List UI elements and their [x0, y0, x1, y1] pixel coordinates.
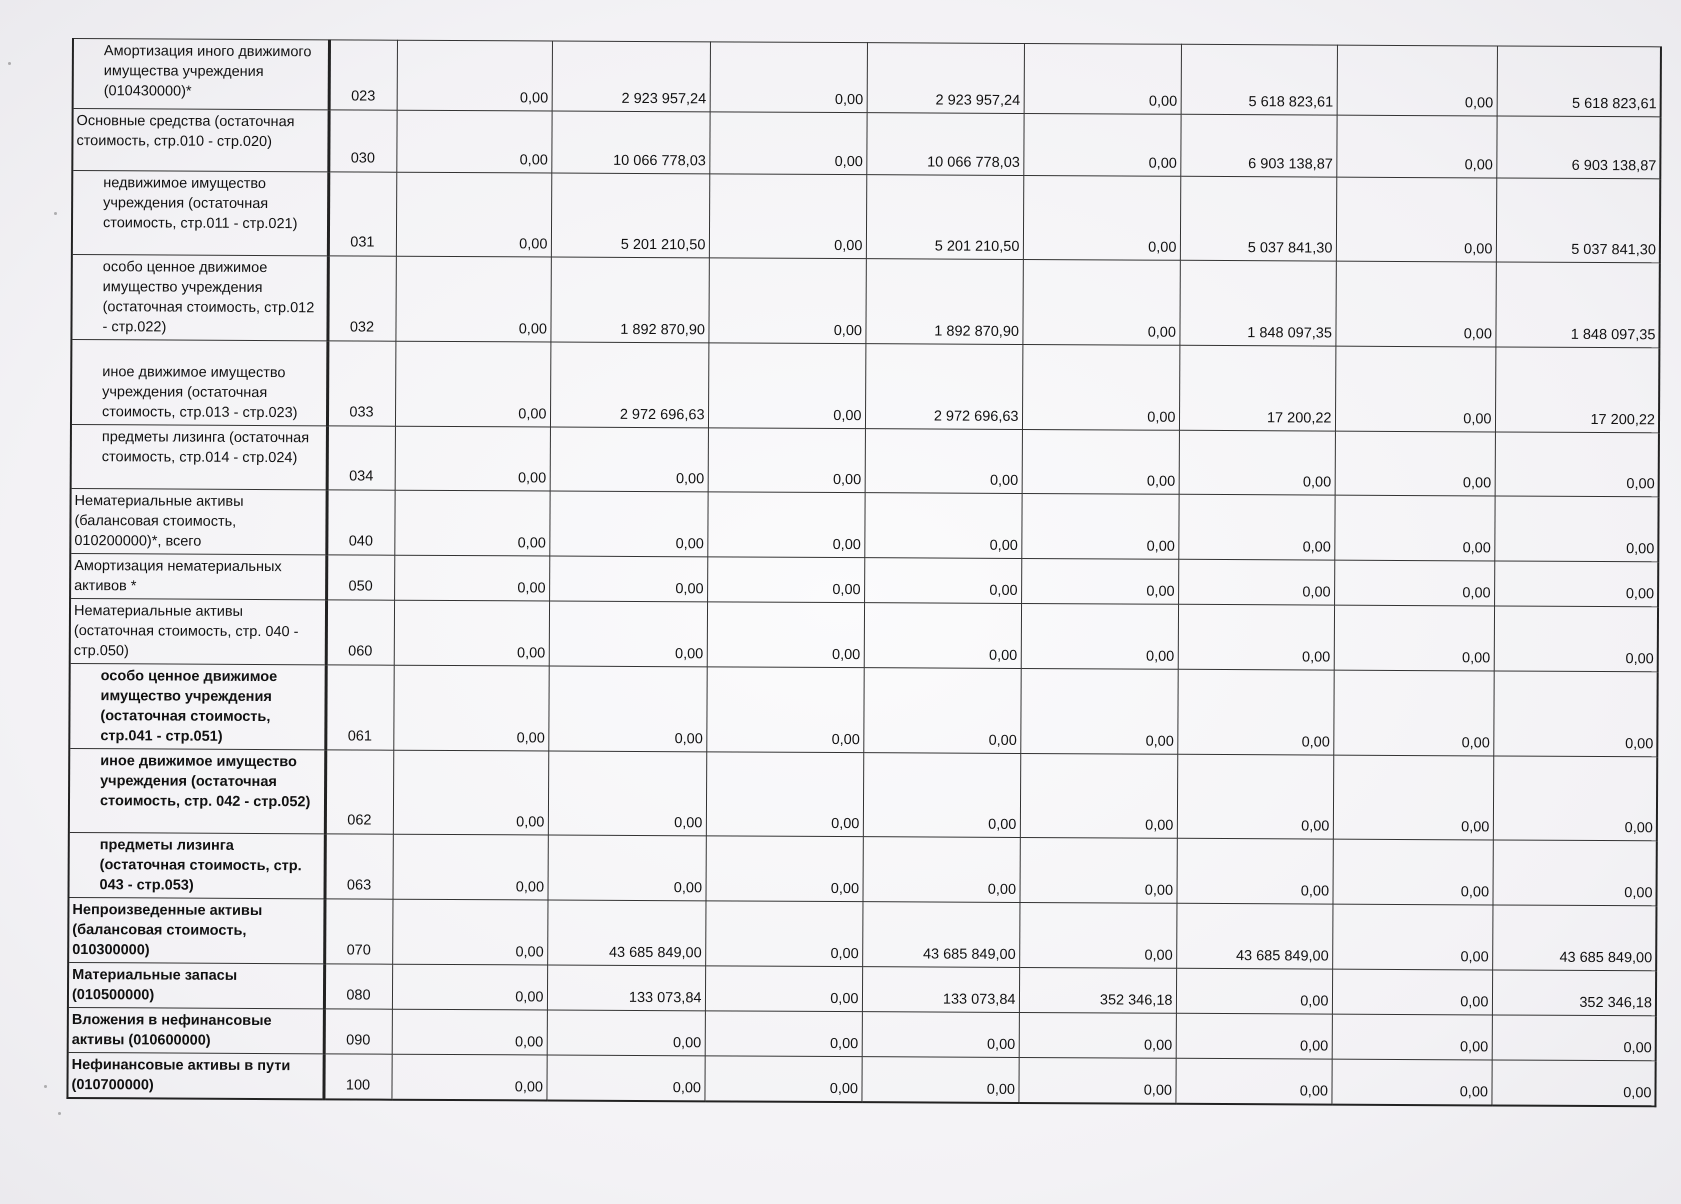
row-code: 070	[324, 899, 392, 964]
table-row	[72, 109, 1660, 179]
scan-speck	[58, 1112, 61, 1115]
value-cell: 0,00	[1022, 429, 1179, 494]
value-cell: 0,00	[392, 1009, 547, 1055]
value-cell: 0,00	[1491, 1060, 1655, 1106]
value-cell: 0,00	[1493, 671, 1657, 757]
value-cell: 43 685 849,00	[1492, 905, 1656, 971]
value-cell: 0,00	[1175, 1058, 1331, 1104]
value-cell: 0,00	[393, 750, 548, 835]
row-label: недвижимое имущество учреждения (остаточная стоимость, стр.011 - стр.021)	[72, 171, 328, 256]
value-cell: 17 200,22	[1179, 345, 1335, 431]
value-cell: 2 972 696,63	[865, 344, 1022, 430]
value-cell: 0,00	[1336, 115, 1496, 178]
value-cell: 0,00	[1492, 840, 1656, 906]
value-cell: 0,00	[1334, 605, 1494, 671]
value-cell: 0,00	[1333, 755, 1493, 840]
value-cell: 0,00	[705, 966, 862, 1012]
value-cell: 0,00	[1493, 756, 1657, 841]
row-code: 030	[328, 110, 396, 172]
value-cell: 0,00	[706, 667, 863, 753]
value-cell: 5 618 823,61	[1181, 44, 1337, 115]
value-cell: 5 037 841,30	[1180, 176, 1336, 261]
value-cell: 0,00	[549, 556, 707, 602]
value-cell: 0,00	[1332, 1014, 1492, 1060]
value-cell: 6 903 138,87	[1180, 114, 1336, 177]
value-cell: 1 892 870,90	[550, 257, 708, 343]
value-cell: 0,00	[707, 602, 864, 668]
row-code: 061	[325, 665, 393, 750]
value-cell: 0,00	[548, 751, 706, 836]
value-cell: 0,00	[1021, 558, 1178, 604]
row-code: 080	[324, 964, 392, 1009]
value-cell: 0,00	[393, 665, 548, 751]
value-cell: 0,00	[1020, 668, 1177, 754]
value-cell: 1 892 870,90	[865, 259, 1022, 345]
value-cell: 0,00	[1337, 45, 1497, 116]
value-cell: 5 201 210,50	[866, 175, 1023, 260]
value-cell: 0,00	[1020, 753, 1177, 838]
value-cell: 43 685 849,00	[547, 900, 705, 966]
value-cell: 0,00	[1335, 346, 1495, 432]
value-cell: 10 066 778,03	[866, 113, 1023, 176]
value-cell: 0,00	[391, 1054, 546, 1100]
value-cell: 0,00	[549, 491, 707, 557]
value-cell: 0,00	[1022, 259, 1179, 345]
row-code: 062	[325, 750, 393, 834]
value-cell: 0,00	[1024, 43, 1181, 114]
value-cell: 5 201 210,50	[551, 173, 709, 258]
value-cell: 0,00	[547, 835, 705, 901]
row-code: 023	[329, 40, 397, 110]
row-label: иное движимое имущество учреждения (остаточная стоимость, стр. 042 - стр.052)	[69, 748, 325, 833]
value-cell: 0,00	[1177, 669, 1333, 755]
value-cell: 0,00	[1334, 495, 1494, 561]
value-cell: 0,00	[864, 493, 1021, 559]
value-cell: 0,00	[710, 42, 867, 113]
value-cell: 0,00	[395, 256, 550, 342]
value-cell: 0,00	[707, 492, 864, 558]
table-row	[68, 832, 1656, 905]
value-cell: 133 073,84	[862, 967, 1019, 1013]
value-cell: 0,00	[1176, 1013, 1332, 1059]
value-cell: 0,00	[394, 600, 549, 666]
value-cell: 0,00	[705, 1011, 862, 1057]
row-code: 100	[323, 1054, 391, 1100]
value-cell: 0,00	[1178, 559, 1334, 605]
value-cell: 0,00	[865, 429, 1022, 494]
value-cell: 0,00	[709, 112, 866, 175]
value-cell: 0,00	[863, 668, 1020, 754]
row-label: Нематериальные активы (балансовая стоимость, 010200000)*, всего	[70, 488, 326, 554]
value-cell: 0,00	[1335, 431, 1495, 496]
table-row	[70, 488, 1658, 561]
value-cell: 0,00	[394, 555, 549, 601]
row-code: 034	[327, 426, 395, 490]
value-cell: 0,00	[864, 558, 1021, 604]
value-cell: 0,00	[1494, 496, 1658, 562]
value-cell: 0,00	[1331, 1059, 1491, 1105]
scan-speck	[8, 62, 11, 65]
value-cell: 0,00	[1018, 1057, 1175, 1103]
table-row	[69, 663, 1657, 756]
value-cell: 0,00	[396, 172, 551, 257]
value-cell: 0,00	[392, 964, 547, 1010]
value-cell: 0,00	[1021, 603, 1178, 669]
value-cell: 0,00	[1335, 261, 1495, 347]
value-cell: 0,00	[1176, 838, 1332, 904]
value-cell: 352 346,18	[1019, 967, 1176, 1013]
row-code: 033	[327, 341, 395, 426]
table-row	[71, 255, 1659, 348]
row-code: 063	[324, 834, 392, 899]
table-row	[67, 1052, 1655, 1106]
row-label: предметы лизинга (остаточная стоимость, стр. 043 - стр.053)	[68, 832, 324, 898]
value-cell: 0,00	[1178, 494, 1334, 560]
value-cell: 1 848 097,35	[1179, 260, 1335, 346]
value-cell: 0,00	[1332, 904, 1492, 970]
value-cell: 0,00	[392, 834, 547, 900]
row-label: предметы лизинга (остаточная стоимость, стр.014 - стр.024)	[71, 424, 327, 489]
value-cell: 2 923 957,24	[867, 43, 1024, 114]
value-cell: 0,00	[1023, 113, 1180, 176]
scan-speck	[44, 1085, 47, 1088]
row-code: 050	[326, 555, 394, 600]
value-cell: 0,00	[1177, 754, 1333, 839]
value-cell: 0,00	[547, 1010, 705, 1056]
value-cell: 0,00	[1023, 175, 1180, 260]
value-cell: 0,00	[395, 426, 550, 491]
value-cell: 0,00	[550, 427, 708, 492]
row-label: Основные средства (остаточная стоимость, стр.010 - стр.020)	[72, 109, 328, 172]
value-cell: 0,00	[708, 343, 865, 429]
row-label: Непроизведенные активы (балансовая стоимость, 010300000)	[68, 897, 324, 963]
value-cell: 0,00	[707, 557, 864, 603]
value-cell: 0,00	[396, 110, 551, 173]
value-cell: 10 066 778,03	[551, 111, 709, 174]
value-cell: 0,00	[709, 174, 866, 259]
value-cell: 352 346,18	[1492, 970, 1656, 1016]
value-cell: 0,00	[1494, 606, 1658, 672]
value-cell: 43 685 849,00	[862, 902, 1019, 968]
row-label: особо ценное движимое имущество учреждения (остаточная стоимость, стр.041 - стр.051)	[69, 663, 325, 749]
value-cell: 0,00	[1492, 1015, 1656, 1061]
value-cell: 0,00	[862, 837, 1019, 903]
value-cell: 1 848 097,35	[1495, 262, 1659, 348]
row-label: Материальные запасы (010500000)	[68, 962, 324, 1008]
row-label: иное движимое имущество учреждения (остаточная стоимость, стр.013 - стр.023)	[71, 340, 327, 426]
row-label: Нефинансовые активы в пути (010700000)	[67, 1052, 323, 1099]
value-cell: 0,00	[706, 752, 863, 837]
balance-table	[66, 38, 1662, 1107]
value-cell: 0,00	[1336, 177, 1496, 262]
value-cell: 0,00	[708, 258, 865, 344]
table-row	[68, 897, 1656, 970]
table-row	[70, 598, 1658, 671]
value-cell: 0,00	[863, 753, 1020, 838]
row-label: Амортизация нематериальных активов *	[70, 553, 326, 599]
table-row	[71, 340, 1659, 433]
value-cell: 0,00	[1334, 560, 1494, 606]
value-cell: 0,00	[705, 901, 862, 967]
table-row	[71, 424, 1659, 496]
value-cell: 0,00	[862, 1012, 1019, 1058]
value-cell: 0,00	[1019, 902, 1176, 968]
value-cell: 0,00	[708, 428, 865, 493]
row-label: особо ценное движимое имущество учреждения (остаточная стоимость, стр.012 - стр.022)	[71, 255, 327, 341]
row-code: 040	[326, 490, 394, 555]
row-label: Амортизация иного движимого имущества учреждения (010430000)*	[73, 39, 329, 110]
value-cell: 0,00	[1495, 432, 1659, 497]
value-cell: 0,00	[1176, 968, 1332, 1014]
value-cell: 17 200,22	[1495, 347, 1659, 433]
row-label: Вложения в нефинансовые активы (010600000)	[68, 1007, 324, 1053]
value-cell: 0,00	[392, 899, 547, 965]
value-cell: 0,00	[1022, 344, 1179, 430]
table-row	[72, 171, 1660, 263]
value-cell: 2 923 957,24	[552, 41, 710, 112]
value-cell: 0,00	[704, 1056, 861, 1102]
row-code: 090	[324, 1009, 392, 1054]
value-cell: 0,00	[861, 1057, 1018, 1103]
value-cell: 0,00	[546, 1055, 704, 1101]
value-cell: 0,00	[395, 341, 550, 427]
table-row	[73, 39, 1661, 117]
row-code: 032	[327, 256, 395, 341]
value-cell: 2 972 696,63	[550, 342, 708, 428]
value-cell: 0,00	[705, 836, 862, 902]
value-cell: 0,00	[1178, 604, 1334, 670]
value-cell: 0,00	[548, 666, 706, 752]
row-code: 060	[326, 600, 394, 665]
value-cell: 0,00	[1332, 839, 1492, 905]
value-cell: 5 618 823,61	[1497, 46, 1661, 117]
value-cell: 0,00	[1021, 493, 1178, 559]
value-cell: 0,00	[1019, 1012, 1176, 1058]
value-cell: 0,00	[394, 490, 549, 556]
value-cell: 0,00	[1494, 561, 1658, 607]
table-row	[69, 748, 1657, 840]
value-cell: 0,00	[1019, 837, 1176, 903]
value-cell: 0,00	[1179, 430, 1335, 495]
value-cell: 0,00	[1332, 969, 1492, 1015]
value-cell: 0,00	[1333, 670, 1493, 756]
value-cell: 5 037 841,30	[1496, 178, 1660, 263]
value-cell: 0,00	[549, 601, 707, 667]
value-cell: 6 903 138,87	[1496, 116, 1660, 179]
row-label: Нематериальные активы (остаточная стоимость, стр. 040 - стр.050)	[70, 598, 326, 664]
scan-speck	[54, 212, 57, 215]
value-cell: 0,00	[864, 603, 1021, 669]
value-cell: 43 685 849,00	[1176, 903, 1332, 969]
value-cell: 0,00	[397, 40, 552, 111]
value-cell: 133 073,84	[547, 965, 705, 1011]
row-code: 031	[328, 172, 396, 256]
